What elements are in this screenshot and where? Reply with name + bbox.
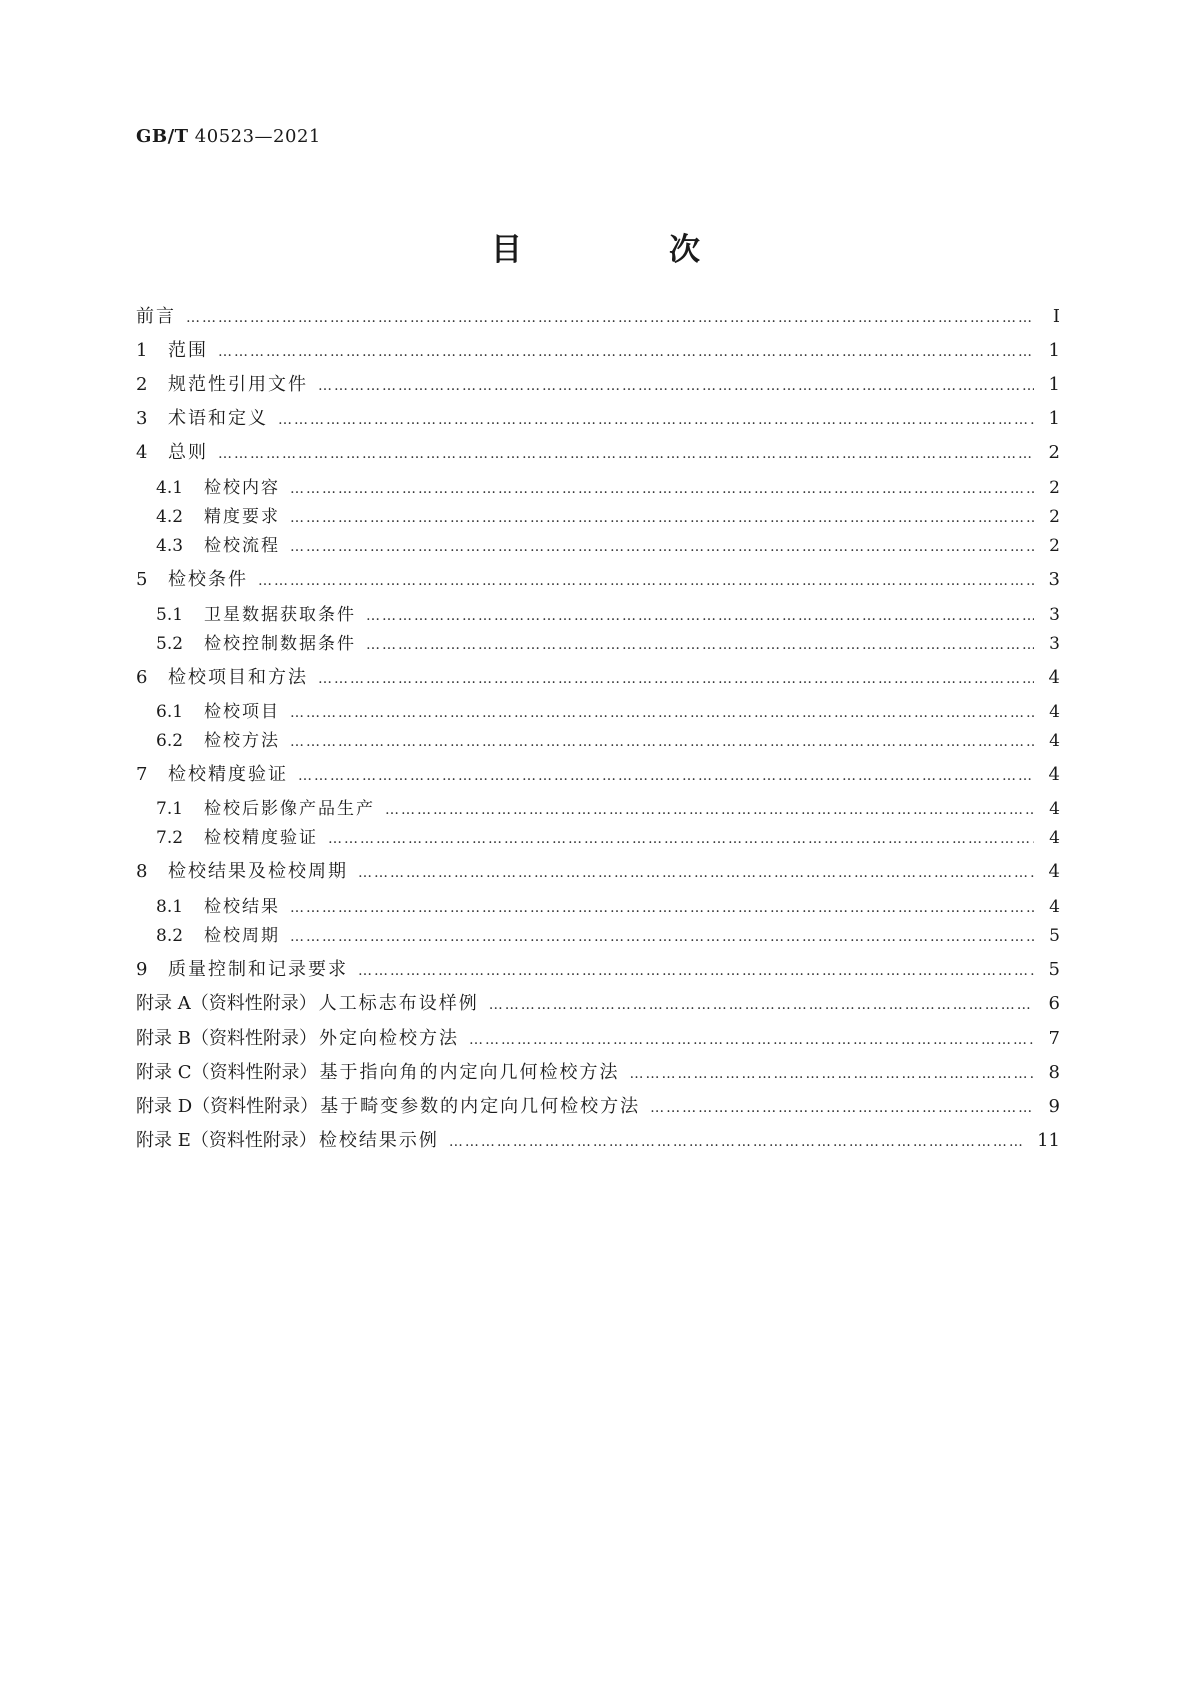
toc-entry-page: Ⅰ — [1052, 306, 1060, 327]
toc-entry-number: 5.1 — [156, 605, 184, 625]
toc-entry-page: 4 — [1049, 828, 1060, 848]
toc-entry-number: 7 — [136, 764, 148, 785]
toc-dot-leader — [318, 374, 1034, 398]
standard-number: 40523—2021 — [194, 126, 321, 147]
toc-entry-page: 1 — [1048, 340, 1060, 361]
toc-entry-page: 6 — [1048, 993, 1060, 1014]
toc-entry-number: 3 — [136, 408, 148, 429]
toc-entry-title: 检校精度验证 — [168, 764, 288, 785]
toc-entry[interactable] — [136, 441, 1060, 466]
toc-entry-page: 4 — [1049, 799, 1060, 819]
toc-entry-page: 1 — [1048, 408, 1060, 429]
toc-entry-number: 8 — [136, 861, 148, 882]
toc-entry-title: 检校方法 — [204, 731, 280, 751]
toc-entry[interactable] — [136, 339, 1060, 364]
toc-dot-leader — [278, 408, 1034, 432]
toc-entry-number: 1 — [136, 340, 148, 361]
toc-entry-number: 附录 B（资料性附录） — [136, 1028, 317, 1049]
toc-dot-leader — [290, 506, 1034, 530]
toc-entry-number: 附录 E（资料性附录） — [136, 1130, 317, 1151]
toc-entry[interactable] — [156, 534, 1060, 559]
toc-entry-number: 附录 C（资料性附录） — [136, 1062, 318, 1083]
toc-dot-leader — [358, 861, 1034, 885]
toc-entry[interactable] — [156, 826, 1060, 851]
toc-dot-leader — [290, 701, 1034, 725]
toc-entry-title: 规范性引用文件 — [168, 374, 308, 395]
toc-entry-page: 2 — [1049, 507, 1060, 527]
toc-entry-title: 检校结果示例 — [318, 1130, 439, 1151]
toc-entry[interactable] — [136, 305, 1060, 330]
toc-entry-title: 精度要求 — [204, 507, 280, 527]
toc-entry-number: 4.3 — [156, 536, 184, 556]
toc-entry-number: 7.1 — [156, 799, 184, 819]
toc-entry-page: 5 — [1049, 926, 1060, 946]
toc-entry-appendix[interactable] — [136, 1129, 1060, 1154]
toc-entry-number: 7.2 — [156, 828, 184, 848]
toc-entry[interactable] — [136, 763, 1060, 788]
toc-entry[interactable] — [136, 373, 1060, 398]
toc-entry-title: 检校项目 — [204, 702, 280, 722]
toc-entry[interactable] — [136, 958, 1060, 983]
toc-entry-title: 人工标志布设样例 — [318, 993, 479, 1014]
toc-entry-page: 4 — [1048, 861, 1060, 882]
toc-entry-number: 6.2 — [156, 731, 184, 751]
toc-entry-page: 2 — [1049, 478, 1060, 498]
toc-entry-title: 外定向检校方法 — [318, 1028, 459, 1049]
toc-entry-number: 附录 A（资料性附录） — [136, 993, 317, 1014]
toc-entry-title: 基于指向角的内定向几何检校方法 — [319, 1062, 620, 1083]
toc-entry-title: 检校结果 — [204, 897, 280, 917]
toc-entry-page: 3 — [1049, 605, 1060, 625]
toc-dot-leader — [258, 569, 1034, 593]
toc-entry-number: 6.1 — [156, 702, 184, 722]
toc-entry[interactable] — [156, 505, 1060, 530]
toc-entry-page: 4 — [1049, 702, 1060, 722]
standard-prefix: GB/T — [136, 126, 189, 147]
toc-dot-leader — [358, 959, 1034, 983]
toc-entry-title: 检校项目和方法 — [168, 667, 308, 688]
toc-entry[interactable] — [136, 860, 1060, 885]
toc-entry-title: 卫星数据获取条件 — [204, 605, 356, 625]
toc-dot-leader — [366, 604, 1034, 628]
toc-entry-page: 4 — [1048, 667, 1060, 688]
toc-entry-title: 检校周期 — [204, 926, 280, 946]
toc-entry-number: 4.1 — [156, 478, 184, 498]
toc-dot-leader — [186, 306, 1034, 330]
toc-entry-title: 范围 — [168, 340, 208, 361]
toc-entry[interactable] — [156, 924, 1060, 949]
toc-entry[interactable] — [136, 568, 1060, 593]
standard-code — [136, 126, 321, 147]
toc-entry[interactable] — [156, 700, 1060, 725]
toc-entry-title: 检校流程 — [204, 536, 280, 556]
toc-dot-leader — [449, 1130, 1025, 1154]
toc-entry[interactable] — [156, 603, 1060, 628]
toc-entry-appendix[interactable] — [136, 1027, 1060, 1052]
toc-entry[interactable] — [156, 895, 1060, 920]
page-title: 目 次 — [491, 232, 758, 268]
toc-dot-leader — [630, 1062, 1035, 1086]
toc-entry-page: 4 — [1048, 764, 1060, 785]
toc-entry-title: 检校精度验证 — [204, 828, 318, 848]
toc-entry[interactable] — [136, 407, 1060, 432]
toc-entry-appendix[interactable] — [136, 1095, 1060, 1120]
toc-entry-number: 6 — [136, 667, 148, 688]
toc-entry-title: 总则 — [168, 442, 208, 463]
toc-dot-leader — [218, 340, 1034, 364]
toc-entry-number: 附录 D（资料性附录） — [136, 1096, 319, 1117]
toc-dot-leader — [469, 1028, 1034, 1052]
toc-entry[interactable] — [156, 729, 1060, 754]
toc-dot-leader — [290, 925, 1034, 949]
toc-entry-number: 9 — [136, 959, 148, 980]
toc-entry-page: 4 — [1049, 897, 1060, 917]
toc-entry-page: 1 — [1048, 374, 1060, 395]
toc-entry-title: 基于畸变参数的内定向几何检校方法 — [320, 1096, 641, 1117]
toc-dot-leader — [290, 896, 1034, 920]
toc-dot-leader — [318, 667, 1034, 691]
toc-entry-page: 2 — [1048, 442, 1060, 463]
toc-entry-number: 4.2 — [156, 507, 184, 527]
toc-entry-page: 7 — [1048, 1028, 1060, 1049]
toc-entry-page: 3 — [1048, 569, 1060, 590]
toc-entry-page: 4 — [1049, 731, 1060, 751]
toc-entry[interactable] — [136, 666, 1060, 691]
toc-entry[interactable] — [156, 476, 1060, 501]
toc-dot-leader — [366, 633, 1034, 657]
toc-entry-appendix[interactable] — [136, 1061, 1060, 1086]
toc-entry-page: 3 — [1049, 634, 1060, 654]
toc-entry-title: 检校控制数据条件 — [204, 634, 356, 654]
toc-dot-leader — [298, 764, 1034, 788]
toc-entry-title: 检校内容 — [204, 478, 280, 498]
toc-entry-number: 5.2 — [156, 634, 184, 654]
toc-dot-leader — [290, 535, 1034, 559]
toc-dot-leader — [290, 477, 1034, 501]
toc-dot-leader — [650, 1096, 1034, 1120]
toc-dot-leader — [385, 798, 1034, 822]
toc-dot-leader — [489, 993, 1034, 1017]
toc-entry-page: 11 — [1037, 1130, 1060, 1151]
toc-entry-title: 检校后影像产品生产 — [204, 799, 375, 819]
toc-entry-page: 8 — [1048, 1062, 1060, 1083]
toc-entry-appendix[interactable] — [136, 992, 1060, 1017]
toc-entry-title: 前言 — [136, 306, 176, 327]
toc-entry-number: 4 — [136, 442, 148, 463]
toc-dot-leader — [328, 827, 1034, 851]
toc-dot-leader — [218, 442, 1034, 466]
toc-dot-leader — [290, 730, 1034, 754]
toc-entry[interactable] — [156, 797, 1060, 822]
toc-entry-page: 2 — [1049, 536, 1060, 556]
toc-entry[interactable] — [156, 632, 1060, 657]
toc-entry-page: 9 — [1048, 1096, 1060, 1117]
toc-entry-number: 8.2 — [156, 926, 184, 946]
toc-entry-title: 术语和定义 — [168, 408, 268, 429]
toc-entry-number: 2 — [136, 374, 148, 395]
toc-entry-title: 质量控制和记录要求 — [168, 959, 348, 980]
toc-entry-number: 8.1 — [156, 897, 184, 917]
toc-entry-title: 检校结果及检校周期 — [168, 861, 348, 882]
toc-entry-number: 5 — [136, 569, 148, 590]
toc-entry-title: 检校条件 — [168, 569, 248, 590]
toc-entry-page: 5 — [1048, 959, 1060, 980]
